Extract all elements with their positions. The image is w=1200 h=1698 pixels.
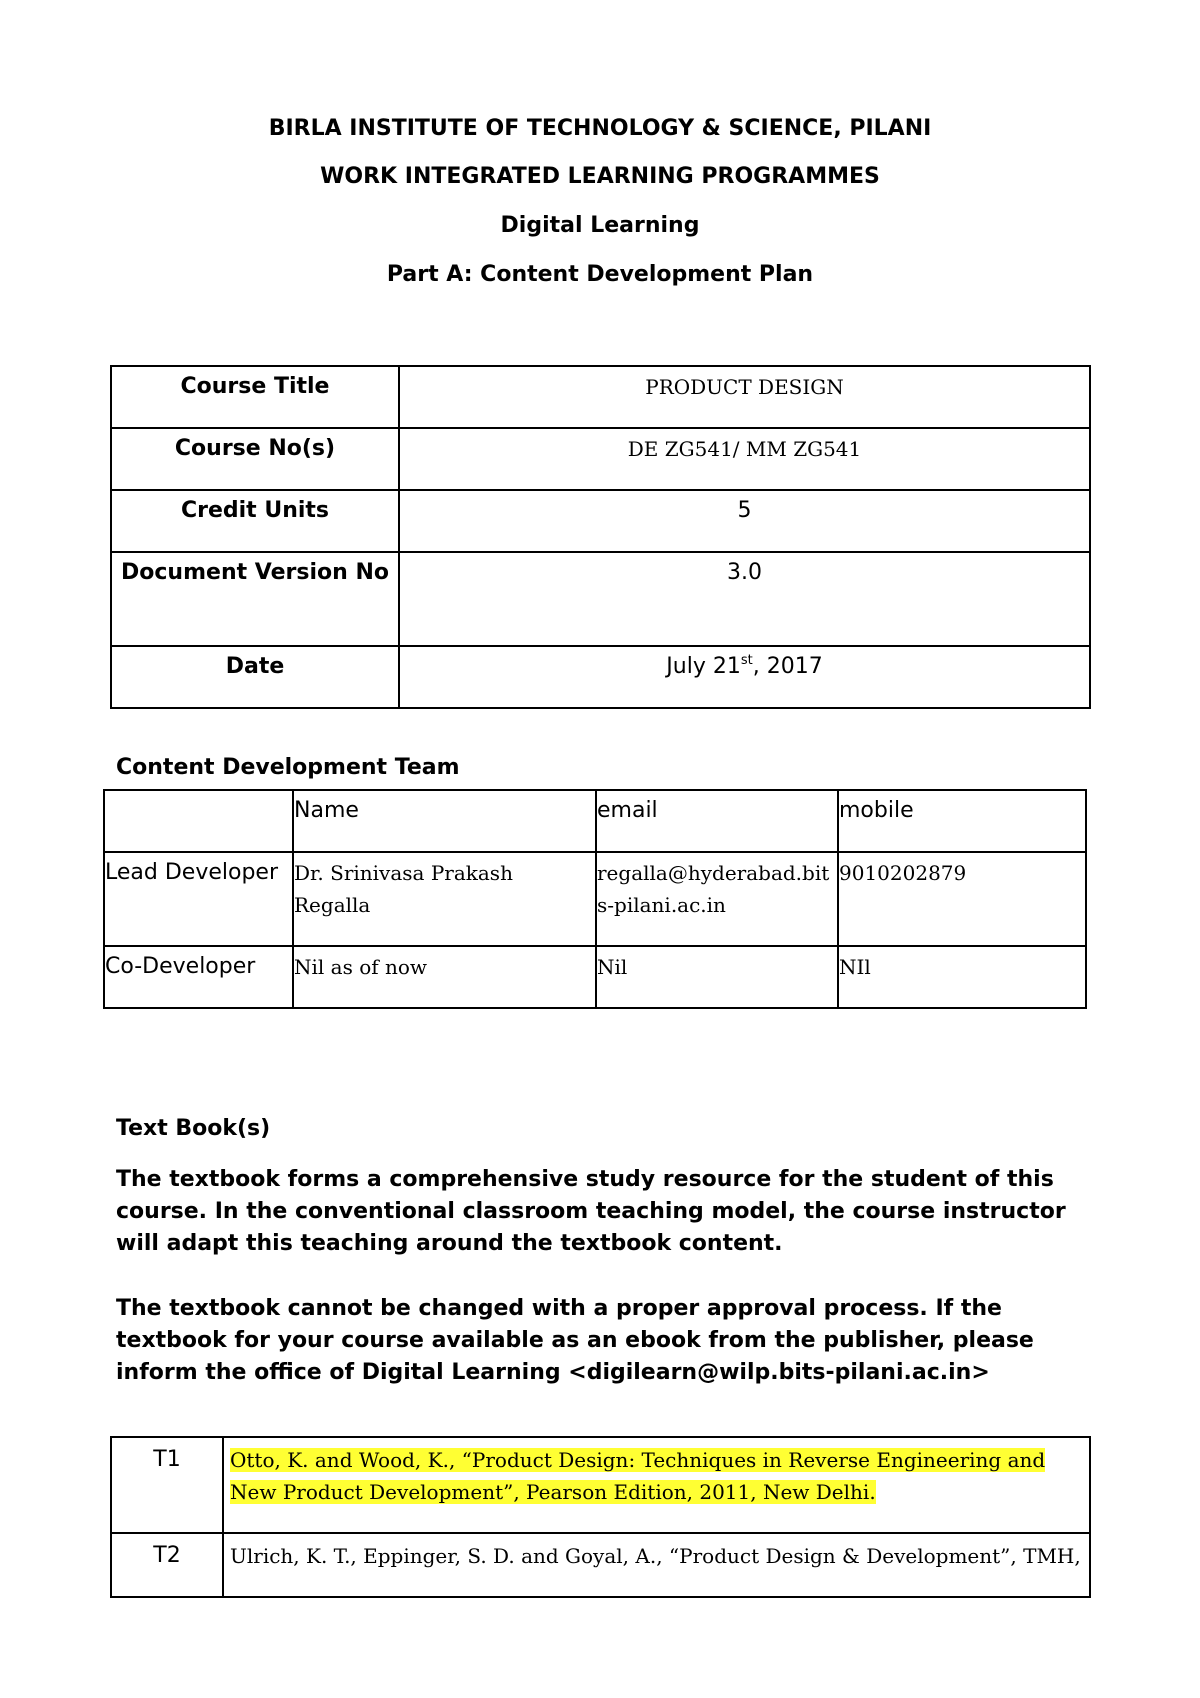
lead-name: Dr. Srinivasa Prakash Regalla <box>293 852 596 946</box>
textbook-reference: Ulrich, K. T., Eppinger, S. D. and Goyal, A., “Product Design & Development”, TMH, <box>223 1533 1090 1597</box>
table-row <box>111 646 1090 708</box>
institute-name: BIRLA INSTITUTE OF TECHNOLOGY & SCIENCE, PILANI <box>268 116 932 141</box>
co-email: Nil <box>596 946 838 1008</box>
table-row <box>111 552 1090 646</box>
table-row <box>104 852 1086 946</box>
version-value: 3.0 <box>399 552 1090 646</box>
programme-name: WORK INTEGRATED LEARNING PROGRAMMES <box>320 164 880 189</box>
column-header: Name <box>293 790 596 852</box>
document-title: Part A: Content Development Plan <box>386 262 814 287</box>
team-table <box>103 789 1087 1009</box>
textbooks-heading: Text Book(s) <box>116 1116 271 1141</box>
co-role: Co-Developer <box>104 946 293 1008</box>
textbook-paragraph-1: The textbook forms a comprehensive study resource for the student of this course. In the conventional classroom teaching model, the course instructor will adapt this teaching around the textbook content. <box>116 1167 1066 1256</box>
column-header: mobile <box>838 790 1086 852</box>
co-mobile: NIl <box>838 946 1086 1008</box>
version-label: Document Version No <box>111 552 399 646</box>
date-value <box>399 646 1090 708</box>
team-heading: Content Development Team <box>116 755 460 780</box>
lead-mobile: 9010202879 <box>838 852 1086 946</box>
table-row <box>104 790 1086 852</box>
course-title-value: PRODUCT DESIGN <box>399 366 1090 428</box>
date-label: Date <box>111 646 399 708</box>
lead-email: regalla@hyderabad.bits-pilani.ac.in <box>596 852 838 946</box>
textbook-id: T2 <box>111 1533 223 1597</box>
column-header: email <box>596 790 838 852</box>
date-suffix: st <box>740 653 753 668</box>
lead-role: Lead Developer <box>104 852 293 946</box>
table-row <box>111 1533 1090 1597</box>
credit-units-label: Credit Units <box>111 490 399 552</box>
highlighted-reference: Otto, K. and Wood, K., “Product Design: Techniques in Reverse Engineering and New Product Development”, Pearson Edition, 2011, New Delhi. <box>230 1448 1046 1504</box>
date-year: , 2017 <box>752 654 823 679</box>
table-row <box>111 490 1090 552</box>
table-row <box>111 428 1090 490</box>
course-no-value: DE ZG541/ MM ZG541 <box>399 428 1090 490</box>
course-title-label: Course Title <box>111 366 399 428</box>
credit-units-value: 5 <box>399 490 1090 552</box>
table-row <box>104 946 1086 1008</box>
textbook-id: T1 <box>111 1437 223 1533</box>
department-name: Digital Learning <box>500 213 700 238</box>
column-header <box>104 790 293 852</box>
textbooks-table <box>110 1436 1091 1598</box>
date-main: July 21 <box>666 654 741 679</box>
course-no-label: Course No(s) <box>111 428 399 490</box>
table-row <box>111 366 1090 428</box>
textbook-paragraph-2: The textbook cannot be changed with a proper approval process. If the textbook for your course available as an ebook from the publisher, please inform the office of Digital Learning <digilearn@wilp.bits-pilani.ac.in> <box>116 1296 1034 1385</box>
table-row <box>111 1437 1090 1533</box>
course-info-table <box>110 365 1091 709</box>
co-name: Nil as of now <box>293 946 596 1008</box>
textbook-reference <box>223 1437 1090 1533</box>
